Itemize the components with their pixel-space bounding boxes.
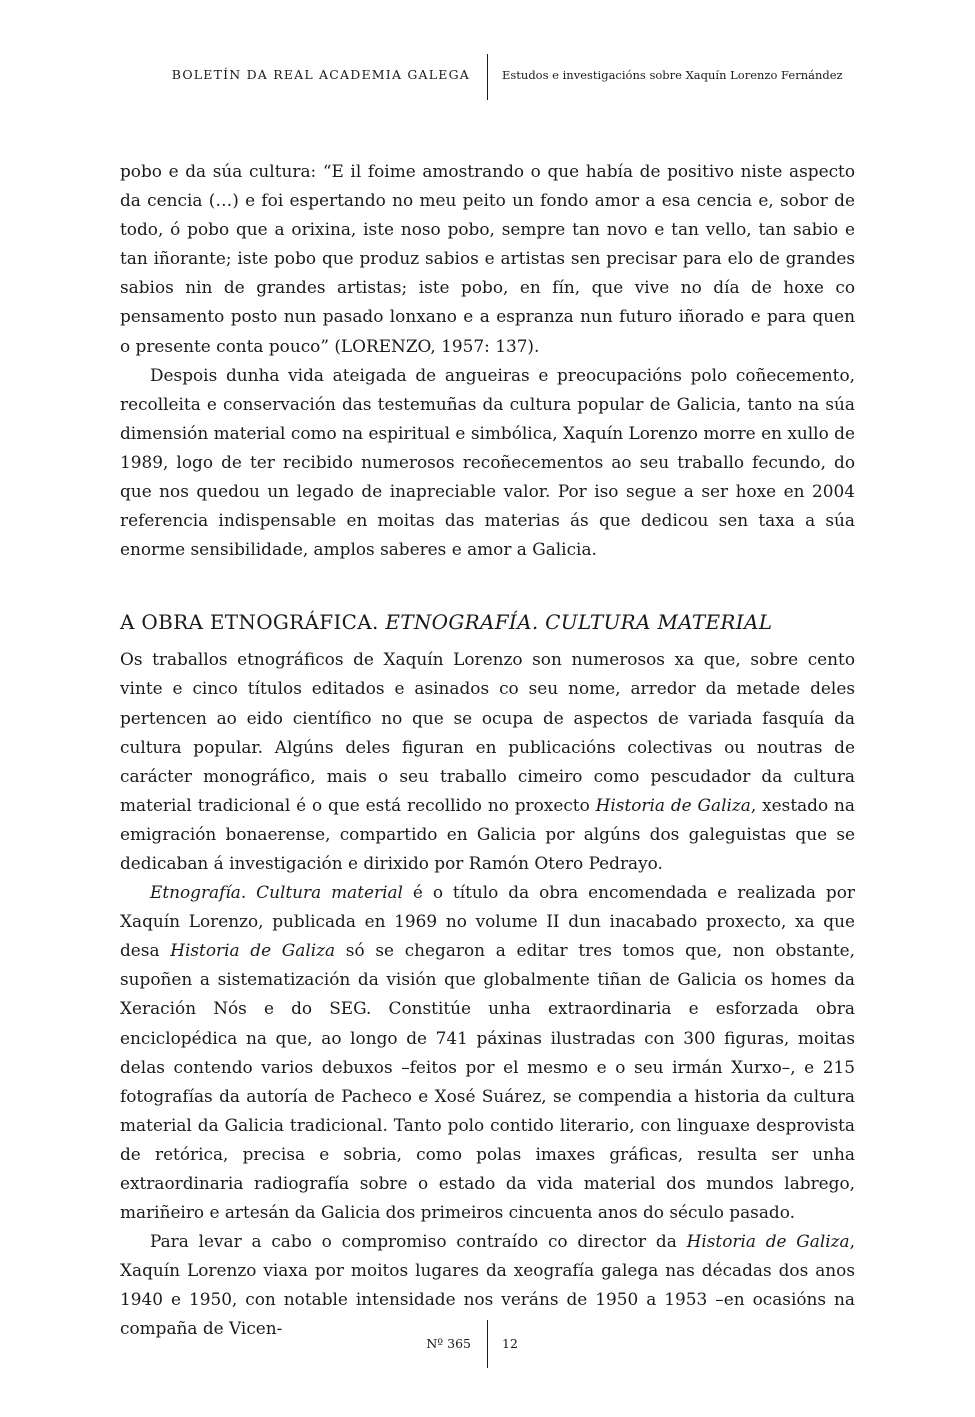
page-number: 12 [502,1336,518,1351]
section-heading-roman: A OBRA ETNOGRÁFICA. [120,610,379,635]
article-body [120,157,855,1344]
header-divider [487,54,488,100]
paragraph-quote: pobo e da súa cultura: “E il foime amostrando o que había de positivo niste aspecto da cencia (…) e foi espertando no meu peito un fondo amor a esa cencia e, sobor de todo, ó pobo que a orixina, iste noso pobo, sempre tan novo e tan vello, tan sabio e tan iñorante; iste pobo que produz sabios e artistas sen precisar para elo de grandes sabios nin de grandes artistas; iste pobo, en fín, que vive no día de hoxe co pensamento posto nun pasado lonxano e a espranza nun futuro iñorado e para quen o presente conta pouco” (LORENZO, 1957: 137). [120,161,855,356]
paragraph-text: só se chegaron a editar tres tomos que, non obstante, supoñen a sistematización da visión que globalmente tiñan de Galicia os homes da Xeración Nós e do SEG. Constitúe unha extraordinaria e esforzada obra enciclopédica na que, ao longo de 741 páxinas ilustradas con 300 figuras, moitas delas contendo varios debuxos –feitos por el mesmo e o seu irmán Xurxo–, e 215 fotografías da autoría de Pacheco e Xosé Suárez, se compendia a historia da cultura material da Galicia tradicional. Tanto polo contido literario, con linguaxe desprovista de retórica, precisa e sobria, como polas imaxes gráficas, resulta ser unha extraordinaria radiografía sobre o estado da vida material dos mundos labrego, mariñeiro e artesán da Galicia dos primeiros cincuenta anos do século pasado. [120,940,855,1223]
italic-title: Etnografía [150,882,241,903]
paragraph-text: é o título da obra encomendada e realizada por Xaquín Lorenzo, publicada en 1969 no volume II dun inacabado proxecto, xa que desa [120,882,855,961]
paragraph-cultura-material [120,878,855,1227]
footer-divider [487,1320,488,1368]
italic-title: Historia de Galiza [170,940,336,961]
paragraph-etnographic-works [120,645,855,878]
section-heading [120,609,855,635]
italic-title: Historia de Galiza [595,794,751,815]
paragraph-text: . [240,882,257,903]
italic-title: Historia de Galiza [686,1231,850,1252]
section-heading-italic: ETNOGRAFÍA. CULTURA MATERIAL [385,610,773,635]
paragraph-text: Os traballos etnográficos de Xaquín Lorenzo son numerosos xa que, sobre cento vinte e cinco títulos editados e asinados co seu nome, arredor da metade deles pertencen ao eido científico no que se ocupa de aspectos de variada fasquía da cultura popular. Algúns deles figuran en publicacións colectivas ou noutras de carácter monográfico, mais o seu traballo cimeiro como pescudador da cultura material tradicional é o que está recollido no proxecto [120,649,855,815]
running-header [0,50,975,100]
paragraph-text: , Xaquín Lorenzo viaxa por moitos lugares da xeografía galega nas décadas dos anos 1940 e 1950, con notable intensidade nos veráns de 1950 a 1953 –en ocasións na compaña de Vicen- [120,1231,856,1339]
italic-title: Cultura material [256,882,403,903]
journal-title: BOLETÍN DA REAL ACADEMIA GALEGA [171,67,470,82]
issue-number: Nº 365 [426,1336,471,1351]
running-footer [0,1320,975,1370]
section-title: Estudos e investigacións sobre Xaquín Lorenzo Fernández [502,68,843,82]
paragraph-text: Para levar a cabo o compromiso contraído co director da [150,1231,677,1252]
paragraph-biography: Despois dunha vida ateigada de angueiras e preocupacións polo coñecemento, recolleita e conservación das testemuñas da cultura popular de Galicia, tanto na súa dimensión material como na espiritual e simbólica, Xaquín Lorenzo morre en xullo de 1989, logo de ter recibido numerosos recoñecementos ao seu traballo fecundo, do que nos quedou un legado de inapreciable valor. Por iso segue a ser hoxe en 2004 referencia indispensable en moitas das materias ás que dedicou sen taxa a súa enorme sensibilidade, amplos saberes e amor a Galicia. [120,364,855,560]
paragraph-text: , xestado na emigración bonaerense, compartido en Galicia por algúns dos galeguistas que se dedicaban á investigación e dirixido por Ramón Otero Pedrayo. [120,794,855,873]
